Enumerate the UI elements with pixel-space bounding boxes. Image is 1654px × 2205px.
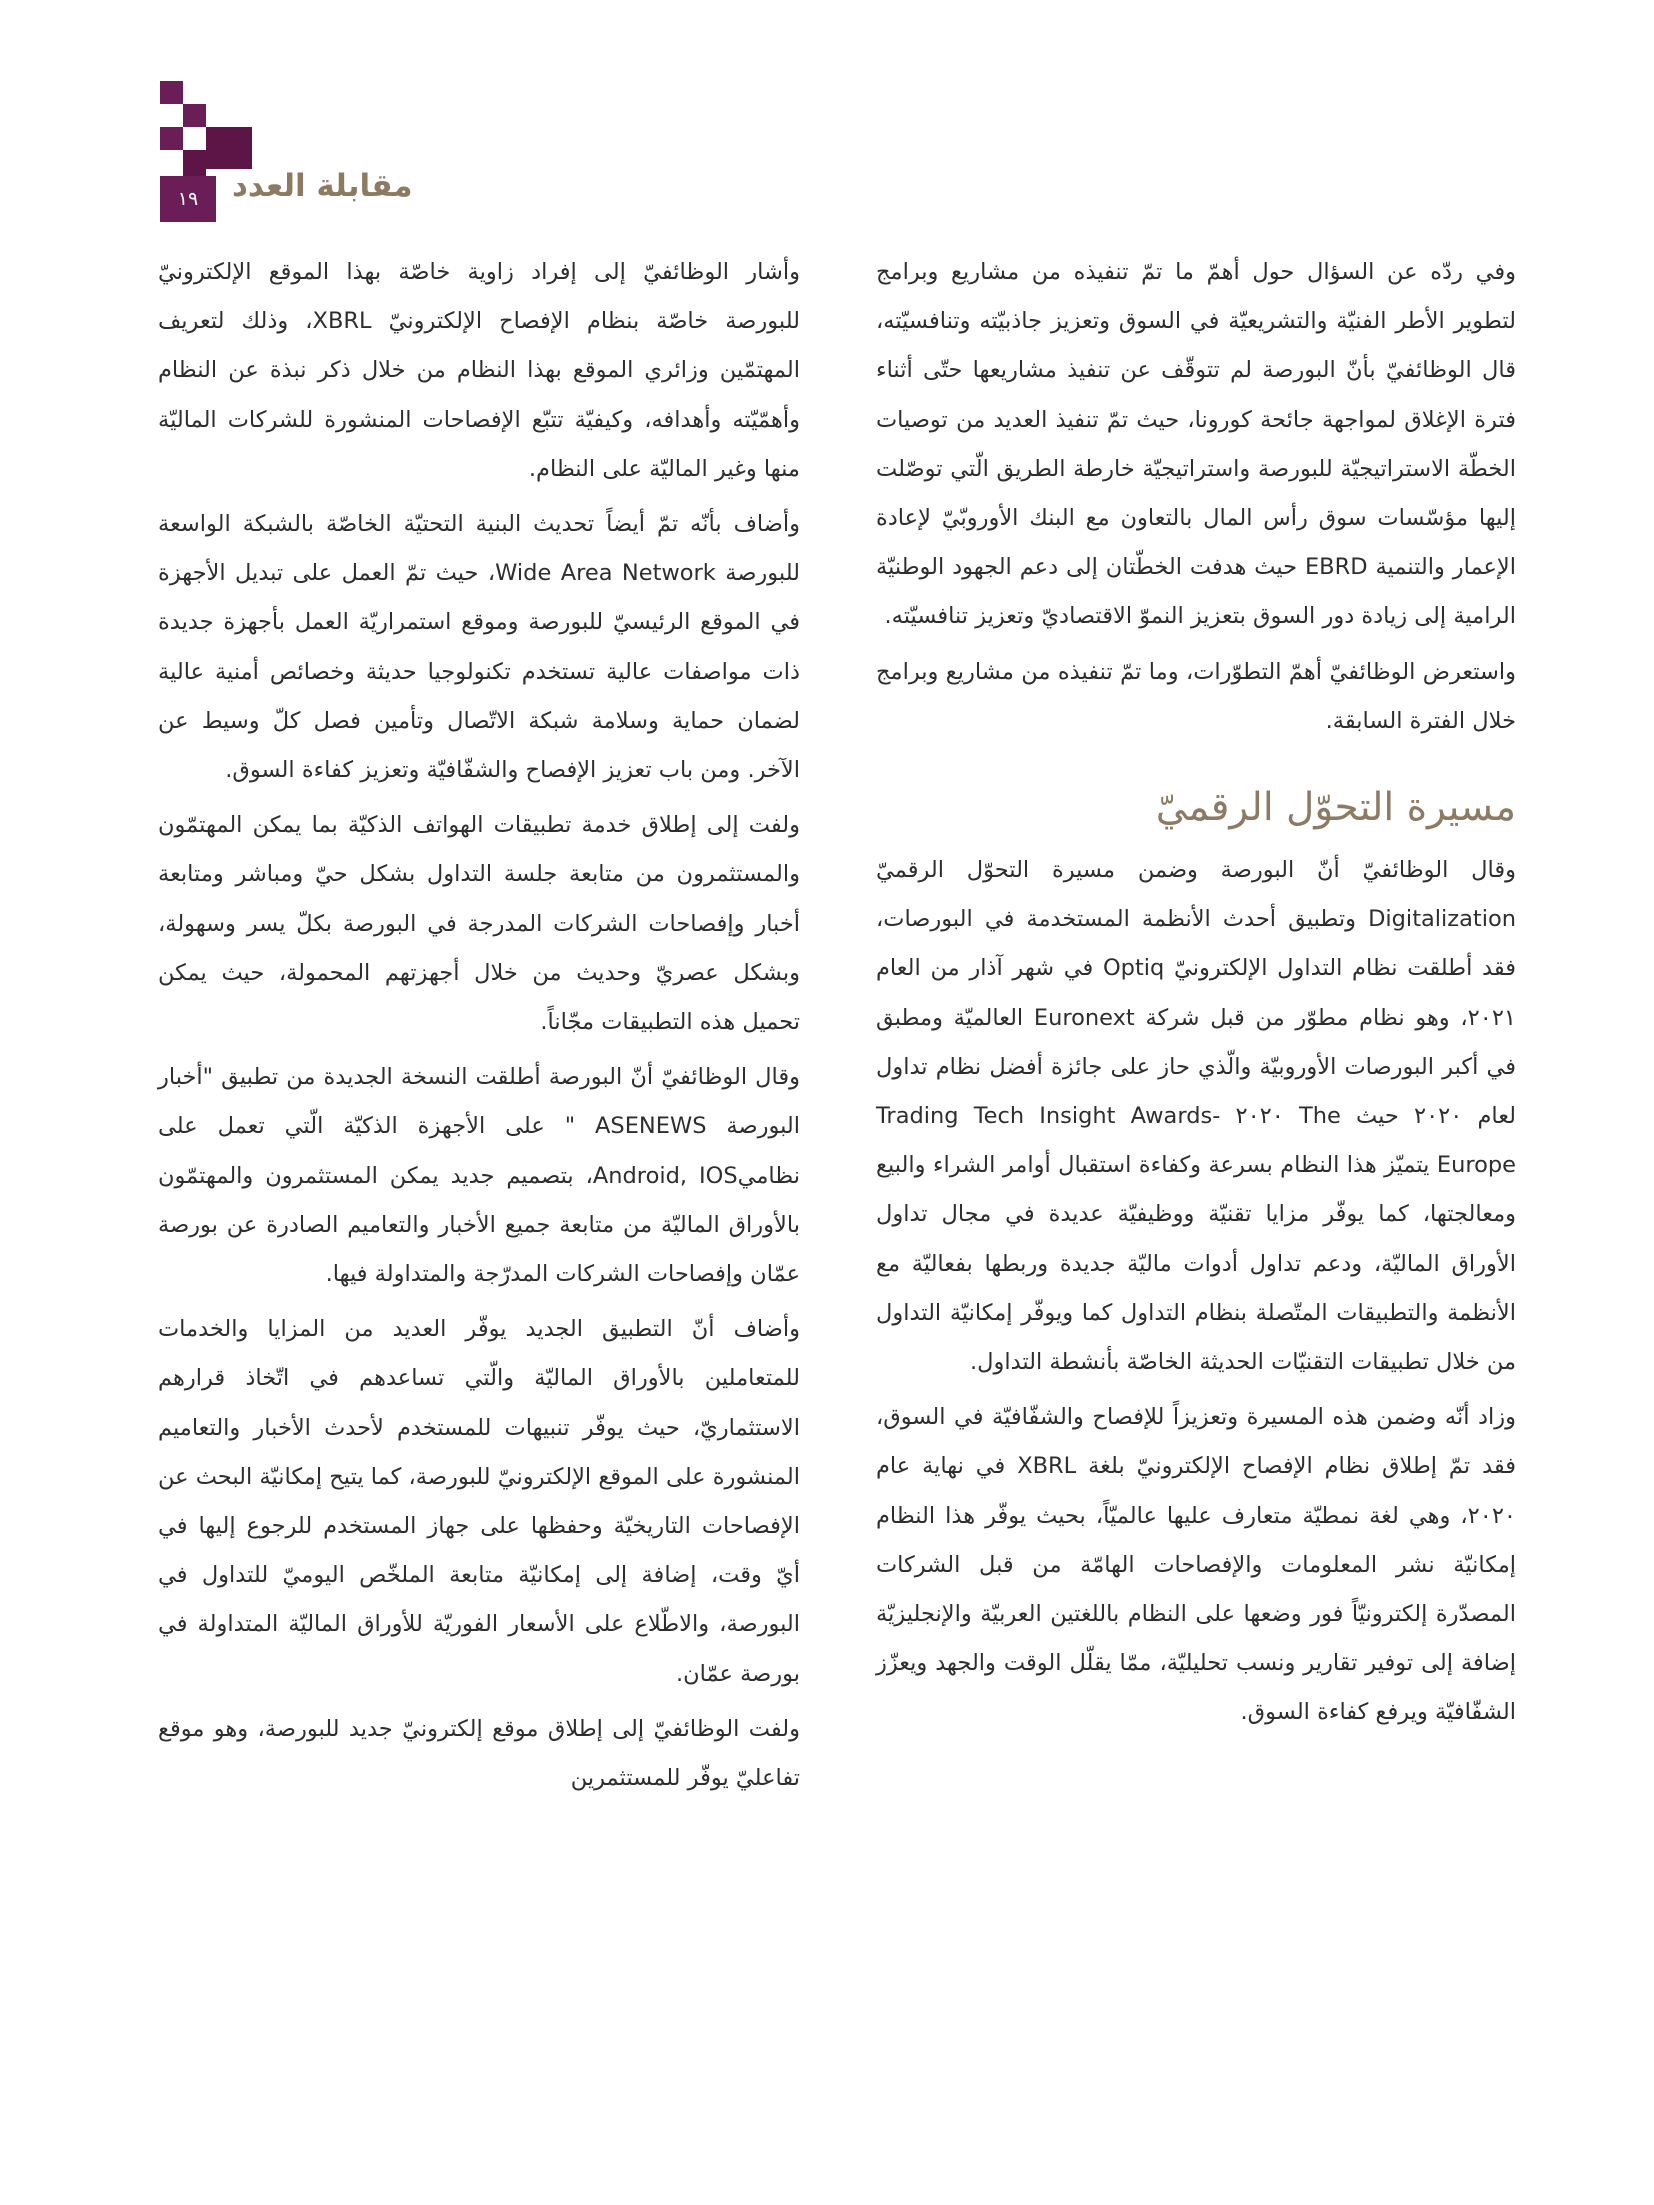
- header-decor-square-2: [183, 104, 206, 127]
- paragraph: وفي ردّه عن السؤال حول أهمّ ما تمّ تنفيذه من مشاريع وبرامج لتطوير الأطر الفنيّة والتشريعيّة في السوق وتعزيز جاذبيّته وتنافسيّته، قال الوظائفيّ بأنّ البورصة لم تتوقّف عن تنفيذ مشاريعها حتّى أثناء فترة الإغلاق لمواجهة جائحة كورونا، حيث تمّ تنفيذ العديد من توصيات الخطّة الاستراتيجيّة للبورصة واستراتيجيّة خارطة الطريق الّتي توصّلت إليها مؤسّسات سوق رأس المال بالتعاون مع البنك الأوروبّيّ لإعادة الإعمار والتنمية EBRD حيث هدفت الخطّتان إلى دعم الجهود الوطنيّة الرامية إلى زيادة دور السوق بتعزيز النموّ الاقتصاديّ وتعزيز تنافسيّته.: [876, 259, 1517, 630]
- paragraph: وقال الوظائفيّ أنّ البورصة وضمن مسيرة التحوّل الرقميّ Digitalization وتطبيق أحدث الأنظمة المستخدمة في البورصات، فقد أطلقت نظام التداول الإلكترونيّ Optiq في شهر آذار من العام ٢٠٢١، وهو نظام مطوّر من قبل شركة Euronext العالميّة ومطبق في أكبر البورصات الأوروبيّة والّذي حاز على جائزة أفضل نظام تداول لعام ٢٠٢٠ حيث The ٢٠٢٠ Trading Tech Insight Awards- Europe يتميّز هذا النظام بسرعة وكفاءة استقبال أوامر الشراء والبيع ومعالجتها، كما يوفّر مزايا تقنيّة ووظيفيّة عديدة في مجال تداول الأوراق الماليّة، ودعم تداول أدوات ماليّة جديدة وربطها بفعاليّة مع الأنظمة والتطبيقات المتّصلة بنظام التداول كما ويوفّر إمكانيّة التداول من خلال تطبيقات التقنيّات الحديثة الخاصّة بأنشطة التداول.: [876, 857, 1517, 1376]
- paragraph: وأضاف أنّ التطبيق الجديد يوفّر العديد من المزايا والخدمات للمتعاملين بالأوراق الماليّة والّتي تساعدهم في اتّخاذ قرارهم الاستثماريّ، حيث يوفّر تنبيهات للمستخدم لأحدث الأخبار والتعاميم المنشورة على الموقع الإلكترونيّ للبورصة، كما يتيح إمكانيّة البحث عن الإفصاحات التاريخيّة وحفظها على جهاز المستخدم للرجوع إليها في أيّ وقت، إضافة إلى إمكانيّة متابعة الملخّص اليوميّ للتداول في البورصة، والاطّلاع على الأسعار الفوريّة للأوراق الماليّة المتداولة في بورصة عمّان.: [158, 1316, 800, 1687]
- section-heading: مسيرة التحوّل الرقميّ: [1155, 785, 1516, 831]
- paragraph: ولفت الوظائفيّ إلى إطلاق موقع إلكترونيّ جديد للبورصة، وهو موقع تفاعليّ يوفّر للمستثمرين: [158, 1715, 800, 1792]
- header-decor-square-1: [160, 81, 183, 104]
- paragraph: وأضاف بأنّه تمّ أيضاً تحديث البنية التحتيّة الخاصّة بالشبكة الواسعة للبورصة Wide Area Network، حيث تمّ العمل على تبديل الأجهزة في الموقع الرئيسيّ للبورصة وموقع استمراريّة العمل بأجهزة جديدة ذات مواصفات عالية تستخدم تكنولوجيا حديثة وخصائص أمنية عالية لضمان حماية وسلامة شبكة الاتّصال وتأمين فصل كلّ وسيط عن الآخر. ومن باب تعزيز الإفصاح والشفّافيّة وتعزيز كفاءة السوق.: [158, 511, 801, 784]
- header-decor-square-5: [183, 150, 206, 176]
- left-column: [158, 248, 800, 1809]
- paragraph: وزاد أنّه وضمن هذه المسيرة وتعزيزاً للإفصاح والشفّافيّة في السوق، فقد تمّ إطلاق نظام الإفصاح الإلكترونيّ بلغة XBRL في نهاية عام ٢٠٢٠، وهي لغة نمطيّة متعارف عليها عالميّاً، بحيث يوفّر هذا النظام إمكانيّة نشر المعلومات والإفصاحات الهامّة من قبل الشركات المصدّرة إلكترونيّاً فور وضعها على النظام باللغتين العربيّة والإنجليزيّة إضافة إلى توفير تقارير ونسب تحليليّة، ممّا يقلّل الوقت والجهد ويعزّز الشفّافيّة ويرفع كفاءة السوق.: [876, 1404, 1516, 1726]
- right-column: [876, 248, 1516, 1744]
- header-decor-square-4: [160, 127, 183, 150]
- paragraph: وقال الوظائفيّ أنّ البورصة أطلقت النسخة الجديدة من تطبيق "أخبار البورصة ASENEWS " على الأجهزة الذكيّة الّتي تعمل على نظاميAndroid, IOS، بتصميم جديد يمكن المستثمرون والمهتمّون بالأوراق الماليّة من متابعة جميع الأخبار والتعاميم الصادرة عن بورصة عمّان وإفصاحات الشركات المدرّجة والمتداولة فيها.: [158, 1064, 800, 1288]
- section-header-title: مقابلة العدد: [232, 168, 413, 204]
- paragraph: ولفت إلى إطلاق خدمة تطبيقات الهواتف الذكيّة بما يمكن المهتمّون والمستثمرون من متابعة جلسة التداول بشكل حيّ ومباشر ومتابعة أخبار وإفصاحات الشركات المدرجة في البورصة بكلّ يسر وسهولة، وبشكل عصريّ وحديث من خلال أجهزتهم المحمولة، حيث يمكن تحميل هذه التطبيقات مجّاناً.: [158, 812, 800, 1036]
- header-decor-square-3: [206, 127, 252, 169]
- paragraph: وأشار الوظائفيّ إلى إفراد زاوية خاصّة بهذا الموقع الإلكترونيّ للبورصة خاصّة بنظام الإفصاح الإلكترونيّ XBRL، وذلك لتعريف المهتمّين وزائري الموقع بهذا النظام من خلال ذكر نبذة عن النظام وأهمّيّته وأهدافه، وكيفيّة تتبّع الإفصاحات المنشورة للشركات الماليّة منها وغير الماليّة على النظام.: [158, 259, 800, 482]
- page-number: ١٩: [160, 176, 216, 222]
- paragraph: واستعرض الوظائفيّ أهمّ التطوّرات، وما تمّ تنفيذه من مشاريع وبرامج خلال الفترة السابقة.: [876, 658, 1516, 734]
